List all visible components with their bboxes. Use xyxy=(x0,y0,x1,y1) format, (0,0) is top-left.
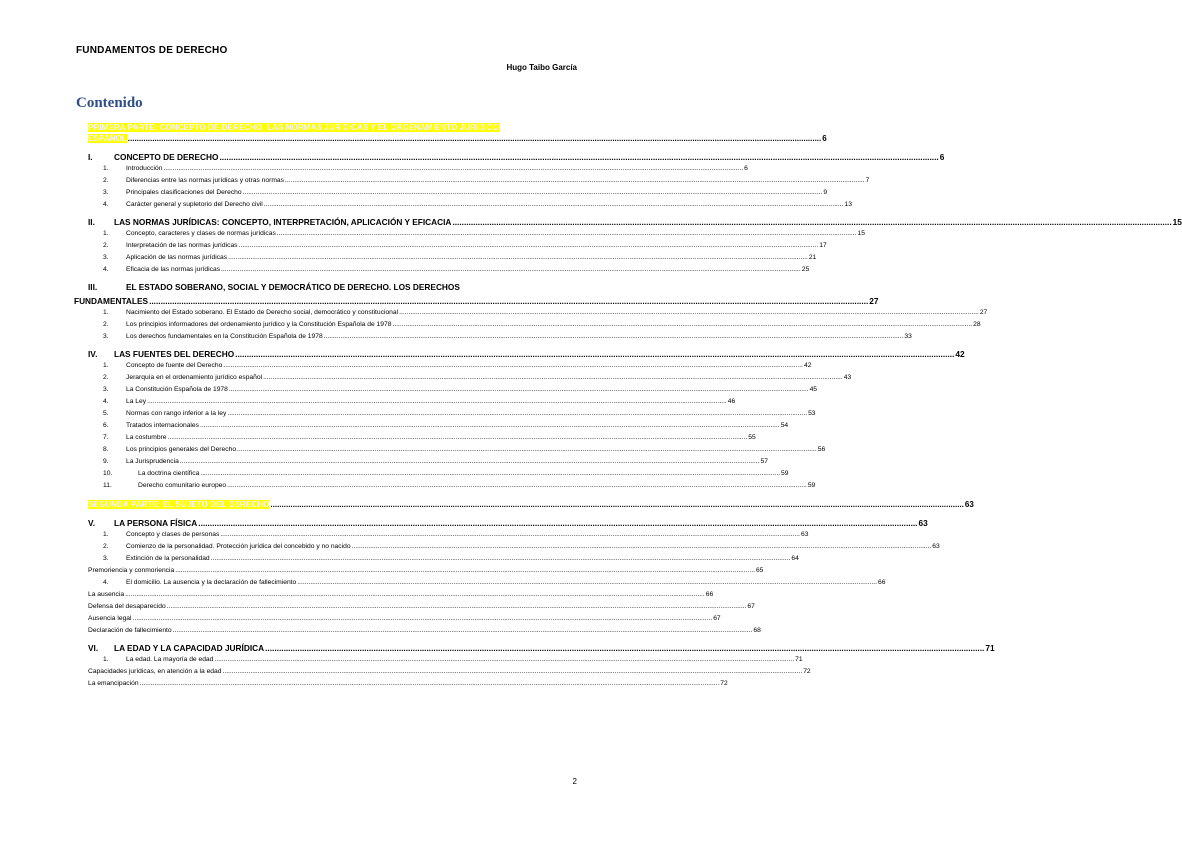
entry-title: Eficacia de las normas jurídicas xyxy=(126,266,221,273)
toc-entry[interactable] xyxy=(88,678,728,690)
entry-page: 17 xyxy=(819,242,827,249)
entry-number: 3. xyxy=(103,189,109,196)
table-of-contents xyxy=(74,120,1182,690)
entry-number: 3. xyxy=(103,386,109,393)
leader-dots xyxy=(180,456,760,468)
entry-page: 15 xyxy=(857,230,865,237)
toc-entry[interactable] xyxy=(88,372,852,384)
leader-dots xyxy=(168,432,748,444)
section-number: IV. xyxy=(88,349,98,359)
entry-title: La Jurisprudencia xyxy=(126,458,179,465)
section-page: 6 xyxy=(939,152,945,162)
entry-title: El domicilio. La ausencia y la declaración de fallecimiento xyxy=(126,579,297,586)
leader-dots xyxy=(200,468,780,480)
entry-number: 4. xyxy=(103,579,109,586)
entry-title: La edad. La mayoría de edad xyxy=(126,656,214,663)
entry-number: 2. xyxy=(103,177,109,184)
leader-dots xyxy=(285,175,865,187)
entry-number: 4. xyxy=(103,398,109,405)
leader-dots xyxy=(399,307,979,319)
toc-entry[interactable] xyxy=(88,456,768,468)
section-title: LAS FUENTES DEL DERECHO xyxy=(114,349,235,359)
toc-heading: Contenido xyxy=(76,95,143,111)
toc-entry[interactable] xyxy=(88,468,789,480)
leader-dots xyxy=(452,216,1171,228)
section-page: 15 xyxy=(1172,217,1182,227)
leader-dots xyxy=(163,163,743,175)
entry-title: Derecho comunitario europeo xyxy=(138,482,227,489)
entry-number: 3. xyxy=(103,333,109,340)
header-author: Hugo Taibo García xyxy=(506,63,577,72)
entry-page: 6 xyxy=(744,165,748,172)
entry-title: Declaración de fallecimiento xyxy=(88,627,172,634)
leader-dots xyxy=(352,541,932,553)
entry-title: Concepto de fuente del Derecho xyxy=(126,362,223,369)
entry-page: 72 xyxy=(720,680,728,687)
entry-title: Carácter general y supletorio del Derecho civil xyxy=(126,201,263,208)
entry-title: Extinción de la personalidad xyxy=(126,555,210,562)
entry-number: 3. xyxy=(103,555,109,562)
entry-page: 63 xyxy=(801,531,809,538)
part-2-title: SEGUNDA PARTE: EL SUJETO DEL DERECHO xyxy=(88,500,270,509)
entry-title: Concepto y clases de personas xyxy=(126,531,220,538)
leader-dots xyxy=(222,666,802,678)
entry-title: La emancipación xyxy=(88,680,139,687)
entry-number: 2. xyxy=(103,543,109,550)
toc-entry[interactable] xyxy=(88,589,714,601)
leader-dots xyxy=(297,577,877,589)
toc-entry[interactable] xyxy=(88,666,811,678)
toc-entry[interactable] xyxy=(88,360,812,372)
leader-dots xyxy=(200,420,780,432)
entry-title: La ausencia xyxy=(88,591,125,598)
toc-entry[interactable] xyxy=(88,199,852,211)
entry-title: Ausencia legal xyxy=(88,615,132,622)
toc-entry[interactable] xyxy=(88,319,981,331)
leader-dots xyxy=(270,499,963,510)
header-title: FUNDAMENTOS DE DERECHO xyxy=(76,45,228,56)
leader-dots xyxy=(173,625,753,637)
toc-section-5[interactable] xyxy=(88,517,928,529)
leader-dots xyxy=(235,348,954,360)
leader-dots xyxy=(221,264,801,276)
entry-title: Defensa del desaparecido xyxy=(88,603,166,610)
entry-page: 27 xyxy=(979,309,988,316)
entry-title: Los principios generales del Derecho xyxy=(126,446,237,453)
section-title-line1: EL ESTADO SOBERANO, SOCIAL Y DEMOCRÁTICO DE DERECHO. LOS DERECHOS xyxy=(126,282,460,292)
leader-dots xyxy=(324,331,904,343)
toc-entry[interactable] xyxy=(88,541,940,553)
leader-dots xyxy=(147,396,727,408)
section-page: 27 xyxy=(869,296,879,306)
leader-dots xyxy=(175,565,755,577)
entry-page: 64 xyxy=(791,555,799,562)
leader-dots xyxy=(149,295,868,307)
entry-number: 4. xyxy=(103,201,109,208)
toc-section-4[interactable] xyxy=(88,348,965,360)
section-title: CONCEPTO DE DERECHO xyxy=(114,152,219,162)
section-page: 42 xyxy=(955,349,965,359)
toc-entry[interactable] xyxy=(88,163,748,175)
leader-dots xyxy=(167,601,747,613)
entry-page: 33 xyxy=(904,333,912,340)
leader-dots xyxy=(214,654,794,666)
leader-dots xyxy=(125,589,705,601)
entry-number: 1. xyxy=(103,531,109,538)
entry-title: La doctrina científica xyxy=(138,470,200,477)
entry-number: 1. xyxy=(103,165,109,172)
toc-entry[interactable] xyxy=(88,187,828,199)
entry-number: 2. xyxy=(103,242,109,249)
entry-title: Capacidades jurídicas, en atención a la edad xyxy=(88,668,222,675)
toc-entry[interactable] xyxy=(88,307,988,319)
entry-number: 7. xyxy=(103,434,109,441)
entry-title: Normas con rango inferior a la ley xyxy=(126,410,227,417)
entry-page: 72 xyxy=(803,668,811,675)
entry-title: Interpretación de las normas jurídicas xyxy=(126,242,238,249)
section-number: I. xyxy=(88,152,93,162)
leader-dots xyxy=(264,199,844,211)
entry-page: 67 xyxy=(713,615,721,622)
entry-page: 7 xyxy=(865,177,870,184)
toc-entry[interactable] xyxy=(88,432,756,444)
entry-number: 5. xyxy=(103,410,109,417)
entry-page: 42 xyxy=(804,362,812,369)
toc-entry[interactable] xyxy=(88,529,809,541)
section-number: II. xyxy=(88,217,95,227)
entry-page: 9 xyxy=(823,189,828,196)
entry-page: 57 xyxy=(760,458,768,465)
toc-entry[interactable] xyxy=(88,601,755,613)
entry-title: Comienzo de la personalidad. Protección jurídica del concebido y no nacido xyxy=(126,543,351,550)
leader-dots xyxy=(220,151,939,163)
entry-number: 3. xyxy=(103,254,109,261)
entry-number: 1. xyxy=(103,309,109,316)
entry-number: 1. xyxy=(103,230,109,237)
entry-page: 54 xyxy=(780,422,789,429)
entry-page: 56 xyxy=(817,446,826,453)
section-number: V. xyxy=(88,518,96,528)
entry-page: 28 xyxy=(973,321,981,328)
entry-title: La Ley xyxy=(126,398,147,405)
entry-number: 10. xyxy=(103,470,113,477)
leader-dots xyxy=(237,444,817,456)
leader-dots xyxy=(223,360,803,372)
entry-page: 59 xyxy=(807,482,816,489)
entry-number: 4. xyxy=(103,266,109,273)
entry-page: 66 xyxy=(705,591,714,598)
entry-title: Nacimiento del Estado soberano. El Estado de Derecho social, democrático y constitucional xyxy=(126,309,399,316)
entry-title: Premoriencia y conmoriencia xyxy=(88,567,175,574)
leader-dots xyxy=(128,133,821,144)
leader-dots xyxy=(140,678,720,690)
page-number: 2 xyxy=(572,777,577,786)
entry-number: 1. xyxy=(103,362,109,369)
toc-section-1[interactable] xyxy=(88,151,945,163)
toc-entry[interactable] xyxy=(88,240,827,252)
entry-number: 6. xyxy=(103,422,109,429)
toc-entry[interactable] xyxy=(88,408,816,420)
toc-entry[interactable] xyxy=(88,396,736,408)
section-title-line2: FUNDAMENTALES xyxy=(74,296,149,306)
toc-entry[interactable] xyxy=(88,613,721,625)
leader-dots xyxy=(265,642,984,654)
toc-section-6[interactable] xyxy=(88,642,995,654)
entry-title: La Constitución Española de 1978 xyxy=(126,386,228,393)
toc-entry[interactable] xyxy=(88,420,789,432)
entry-page: 65 xyxy=(755,567,764,574)
entry-page: 43 xyxy=(843,374,852,381)
entry-title: Aplicación de las normas jurídicas xyxy=(126,254,228,261)
entry-page: 45 xyxy=(809,386,818,393)
toc-entry[interactable] xyxy=(88,553,799,565)
part-1-title-line1: PRIMERA PARTE: CONCEPTO DE DERECHO, LAS NORMAS JURÍDICAS Y EL ORDENAMIENTO JURÍDICO xyxy=(88,123,499,132)
entry-page: 46 xyxy=(727,398,736,405)
toc-section-2[interactable] xyxy=(88,216,1182,228)
entry-page: 71 xyxy=(795,656,803,663)
toc-entry[interactable] xyxy=(88,654,803,666)
toc-entry[interactable] xyxy=(88,264,810,276)
leader-dots xyxy=(227,480,807,492)
toc-entry[interactable] xyxy=(88,444,826,456)
entry-title: Diferencias entre las normas jurídicas y otras normas xyxy=(126,177,284,184)
leader-dots xyxy=(211,553,791,565)
entry-page: 66 xyxy=(877,579,886,586)
toc-entry[interactable] xyxy=(88,331,912,343)
leader-dots xyxy=(392,319,972,331)
entry-page: 67 xyxy=(747,603,755,610)
entry-title: Los principios informadores del ordenamiento jurídico y la Constitución Española de 1978 xyxy=(126,321,392,328)
leader-dots xyxy=(220,529,800,541)
entry-number: 2. xyxy=(103,374,109,381)
section-number: VI. xyxy=(88,643,99,653)
toc-entry[interactable] xyxy=(88,252,817,264)
leader-dots xyxy=(243,187,823,199)
entry-number: 9. xyxy=(103,458,109,465)
toc-entry[interactable] xyxy=(88,577,886,589)
entry-title: Introducción xyxy=(126,165,163,172)
entry-title: Jerarquía en el ordenamiento jurídico español xyxy=(126,374,263,381)
leader-dots xyxy=(227,408,807,420)
toc-part-1[interactable] xyxy=(88,122,827,144)
entry-title: La costumbre xyxy=(126,434,167,441)
entry-page: 13 xyxy=(844,201,852,208)
section-title: LA PERSONA FÍSICA xyxy=(114,518,198,528)
entry-number: 2. xyxy=(103,321,109,328)
entry-page: 68 xyxy=(753,627,761,634)
entry-page: 21 xyxy=(808,254,817,261)
leader-dots xyxy=(228,252,808,264)
section-page: 71 xyxy=(985,643,995,653)
entry-number: 11. xyxy=(103,482,112,489)
entry-page: 59 xyxy=(781,470,789,477)
part-2-page: 63 xyxy=(964,500,974,509)
toc-entry[interactable] xyxy=(88,228,865,240)
leader-dots xyxy=(263,372,843,384)
leader-dots xyxy=(229,384,809,396)
leader-dots xyxy=(239,240,819,252)
entry-number: 8. xyxy=(103,446,109,453)
entry-title: Los derechos fundamentales en la Constitución Española de 1978 xyxy=(126,333,323,340)
toc-entry[interactable] xyxy=(88,480,816,492)
entry-title: Principales clasificaciones del Derecho xyxy=(126,189,242,196)
leader-dots xyxy=(133,613,713,625)
part-1-page: 6 xyxy=(822,134,827,143)
part-1-title-line2: ESPAÑOL xyxy=(88,134,127,143)
entry-number: 1. xyxy=(103,656,109,663)
toc-entry[interactable] xyxy=(88,175,870,187)
entry-title: Tratados internacionales xyxy=(126,422,199,429)
toc-entry[interactable] xyxy=(88,565,764,577)
section-page: 63 xyxy=(918,518,928,528)
section-number: III. xyxy=(88,282,98,292)
leader-dots xyxy=(198,517,917,529)
section-title: LA EDAD Y LA CAPACIDAD JURÍDICA xyxy=(114,643,265,653)
toc-part-2[interactable] xyxy=(88,499,974,510)
entry-page: 55 xyxy=(748,434,756,441)
toc-entry[interactable] xyxy=(88,384,818,396)
section-title: LAS NORMAS JURÍDICAS: CONCEPTO, INTERPRETACIÓN, APLICACIÓN Y EFICACIA xyxy=(114,217,452,227)
entry-page: 63 xyxy=(932,543,940,550)
toc-section-3[interactable] xyxy=(74,281,879,307)
entry-title: Concepto, caracteres y clases de normas jurídicas xyxy=(126,230,276,237)
leader-dots xyxy=(277,228,857,240)
toc-entry[interactable] xyxy=(88,625,761,637)
entry-page: 25 xyxy=(801,266,810,273)
entry-page: 53 xyxy=(808,410,816,417)
